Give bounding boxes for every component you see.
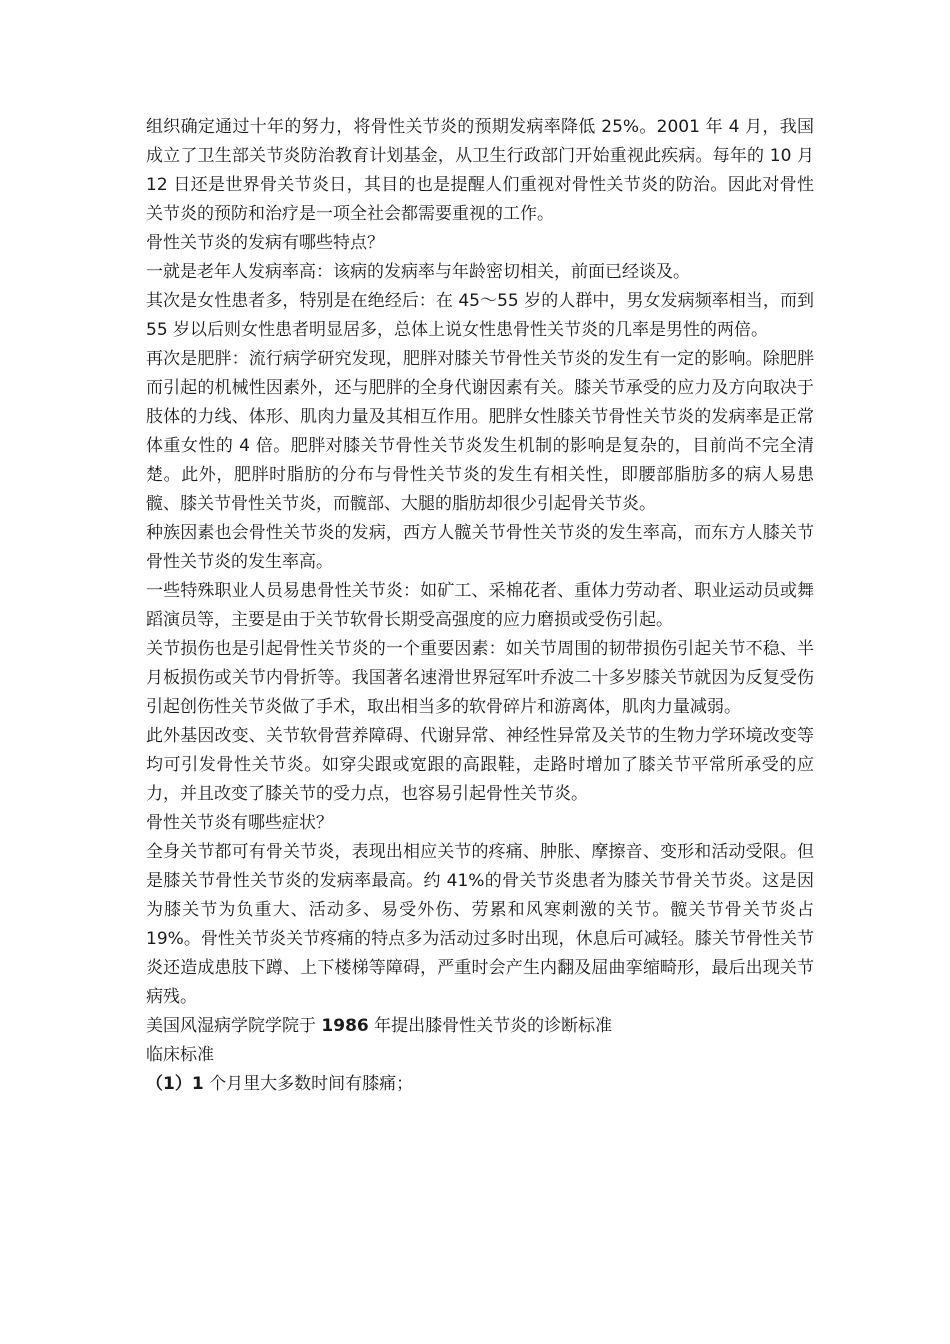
paragraph-injury: 关节损伤也是引起骨性关节炎的一个重要因素：如关节周围的韧带损伤引起关节不稳、半月板损伤或关节内骨折等。我国著名速滑世界冠军叶乔波二十多岁膝关节就因为反复受伤引起创伤性关节炎做了手术，取出相当多的软骨碎片和游离体，肌肉力量减弱。 [146, 639, 814, 717]
criteria-item-1-text: 个月里大多数时间有膝痛； [203, 1074, 414, 1094]
paragraph-race: 种族因素也会骨性关节炎的发病，西方人髋关节骨性关节炎的发生率高，而东方人膝关节骨性关节炎的发生率高。 [146, 523, 814, 572]
criteria-subheading: 临床标准 [146, 1045, 214, 1065]
criteria-heading [146, 1012, 814, 1041]
criteria-heading-pre: 美国风湿病学院学院于 [146, 1016, 322, 1036]
paragraph-other-causes: 此外基因改变、关节软骨营养障碍、代谢异常、神经性异常及关节的生物力学环境改变等均可引发骨性关节炎。如穿尖跟或宽跟的高跟鞋，走路时增加了膝关节平常所承受的应力，并且改变了膝关节的受力点，也容易引起骨性关节炎。 [146, 726, 814, 804]
criteria-heading-year: 1986 [321, 1016, 369, 1036]
section-heading-features: 骨性关节炎的发病有哪些特点？ [146, 233, 384, 253]
document-body [146, 113, 814, 1099]
paragraph-obesity: 再次是肥胖：流行病学研究发现，肥胖对膝关节骨性关节炎的发生有一定的影响。除肥胖而引起的机械性因素外，还与肥胖的全身代谢因素有关。膝关节承受的应力及方向取决于肢体的力线、体形、肌肉力量及其相互作用。肥胖女性膝关节骨性关节炎的发病率是正常体重女性的 4 倍。肥胖对膝关节骨性关节炎发生机制的影响是复杂的，目前尚不完全清楚。此外，肥胖时脂肪的分布与骨性关节炎的发生有相关性，即腰部脂肪多的病人易患髋、膝关节骨性关节炎，而髋部、大腿的脂肪却很少引起骨关节炎。 [146, 349, 814, 514]
paragraph-intro: 组织确定通过十年的努力，将骨性关节炎的预期发病率降低 25%。2001 年 4 月，我国成立了卫生部关节炎防治教育计划基金，从卫生行政部门开始重视此疾病。每年的 10 月 12 日还是世界骨关节炎日，其目的也是提醒人们重视对骨性关节炎的防治。因此对骨性关节炎的预防和治疗是一项全社会都需要重视的工作。 [146, 117, 814, 224]
paragraph-occupation: 一些特殊职业人员易患骨性关节炎：如矿工、采棉花者、重体力劳动者、职业运动员或舞蹈演员等，主要是由于关节软骨长期受高强度的应力磨损或受伤引起。 [146, 581, 814, 630]
criteria-item-1 [146, 1070, 814, 1099]
paragraph-gender: 其次是女性患者多，特别是在绝经后：在 45～55 岁的人群中，男女发病频率相当，而到 55 岁以后则女性患者明显居多，总体上说女性患骨性关节炎的几率是男性的两倍。 [146, 291, 814, 340]
criteria-item-1-number: （1）1 [146, 1074, 204, 1094]
section-heading-symptoms: 骨性关节炎有哪些症状？ [146, 813, 333, 833]
criteria-heading-post: 年提出膝骨性关节炎的诊断标准 [368, 1016, 613, 1036]
paragraph-age: 一就是老年人发病率高：该病的发病率与年龄密切相关，前面已经谈及。 [146, 262, 690, 282]
paragraph-symptoms: 全身关节都可有骨关节炎，表现出相应关节的疼痛、肿胀、摩擦音、变形和活动受限。但是膝关节骨性关节炎的发病率最高。约 41%的骨关节炎患者为膝关节骨关节炎。这是因为膝关节为负重大、活动多、易受外伤、劳累和风寒刺激的关节。髋关节骨关节炎占 19%。骨性关节炎关节疼痛的特点多为活动过多时出现，休息后可减轻。膝关节骨性关节炎还造成患肢下蹲、上下楼梯等障碍，严重时会产生内翻及屈曲挛缩畸形，最后出现关节病残。 [146, 842, 814, 1007]
